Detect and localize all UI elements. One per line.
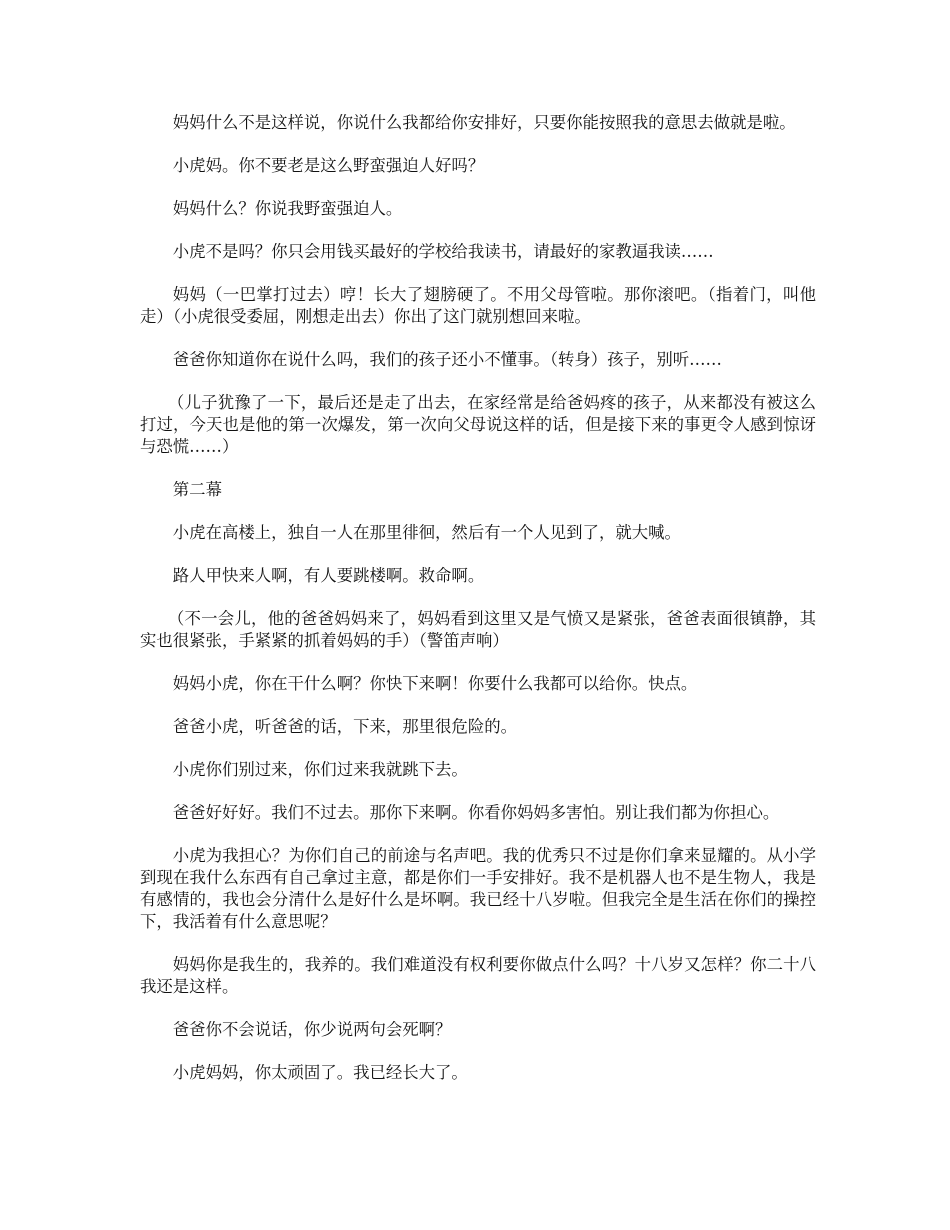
document-page (140, 112, 816, 1105)
paragraph: 妈妈什么不是这样说，你说什么我都给你安排好，只要你能按照我的意思去做就是啦。 (172, 113, 796, 132)
stage-direction-paragraph: （不一会儿，他的爸爸妈妈来了，妈妈看到这里又是气愤又是紧张，爸爸表面很镇静，其实也很紧张，手紧紧的抓着妈妈的手）（警笛声响） (140, 609, 816, 650)
paragraph: 妈妈什么？你说我野蛮强迫人。 (172, 199, 403, 218)
paragraph: 路人甲快来人啊，有人要跳楼啊。救命啊。 (172, 566, 485, 585)
paragraph: 小虎你们别过来，你们过来我就跳下去。 (172, 760, 468, 779)
paragraph: 妈妈小虎，你在干什么啊？你快下来啊！你要什么我都可以给你。快点。 (172, 674, 698, 693)
paragraph: 小虎在高楼上，独自一人在那里徘徊，然后有一个人见到了，就大喊。 (172, 523, 681, 542)
paragraph: 小虎为我担心？为你们自己的前途与名声吧。我的优秀只不过是你们拿来显耀的。从小学到现在我什么东西有自己拿过主意，都是你们一手安排好。我不是机器人也不是生物人，我是有感情的，我也会分清什么是好什么是坏啊。我已经十八岁啦。但我完全是生活在你们的操控下，我活着有什么意思呢？ (140, 846, 816, 931)
paragraph: 妈妈（一巴掌打过去）哼！长大了翅膀硬了。不用父母管啦。那你滚吧。（指着门，叫他走）（小虎很受委屈，刚想走出去）你出了这门就别想回来啦。 (140, 285, 816, 326)
paragraph: 爸爸好好好。我们不过去。那你下来啊。你看你妈妈多害怕。别让我们都为你担心。 (172, 803, 780, 822)
paragraph: 爸爸小虎，听爸爸的话，下来，那里很危险的。 (172, 717, 517, 736)
paragraph: 爸爸你不会说话，你少说两句会死啊？ (172, 1020, 452, 1039)
paragraph: 爸爸你知道你在说什么吗，我们的孩子还小不懂事。（转身）孩子，别听…… (172, 350, 722, 369)
stage-direction-paragraph: （儿子犹豫了一下，最后还是走了出去，在家经常是给爸妈疼的孩子，从来都没有被这么打过，今天也是他的第一次爆发，第一次向父母说这样的话，但是接下来的事更令人感到惊讶与恐慌……） (140, 393, 816, 456)
paragraph: 小虎妈。你不要老是这么野蛮强迫人好吗？ (172, 156, 485, 175)
act-heading: 第二幕 (172, 480, 222, 499)
paragraph: 小虎不是吗？你只会用钱买最好的学校给我读书，请最好的家教逼我读…… (172, 242, 714, 261)
paragraph: 妈妈你是我生的，我养的。我们难道没有权利要你做点什么吗？十八岁又怎样？你二十八我还是这样。 (140, 955, 816, 996)
paragraph: 小虎妈妈，你太顽固了。我已经长大了。 (172, 1063, 468, 1082)
